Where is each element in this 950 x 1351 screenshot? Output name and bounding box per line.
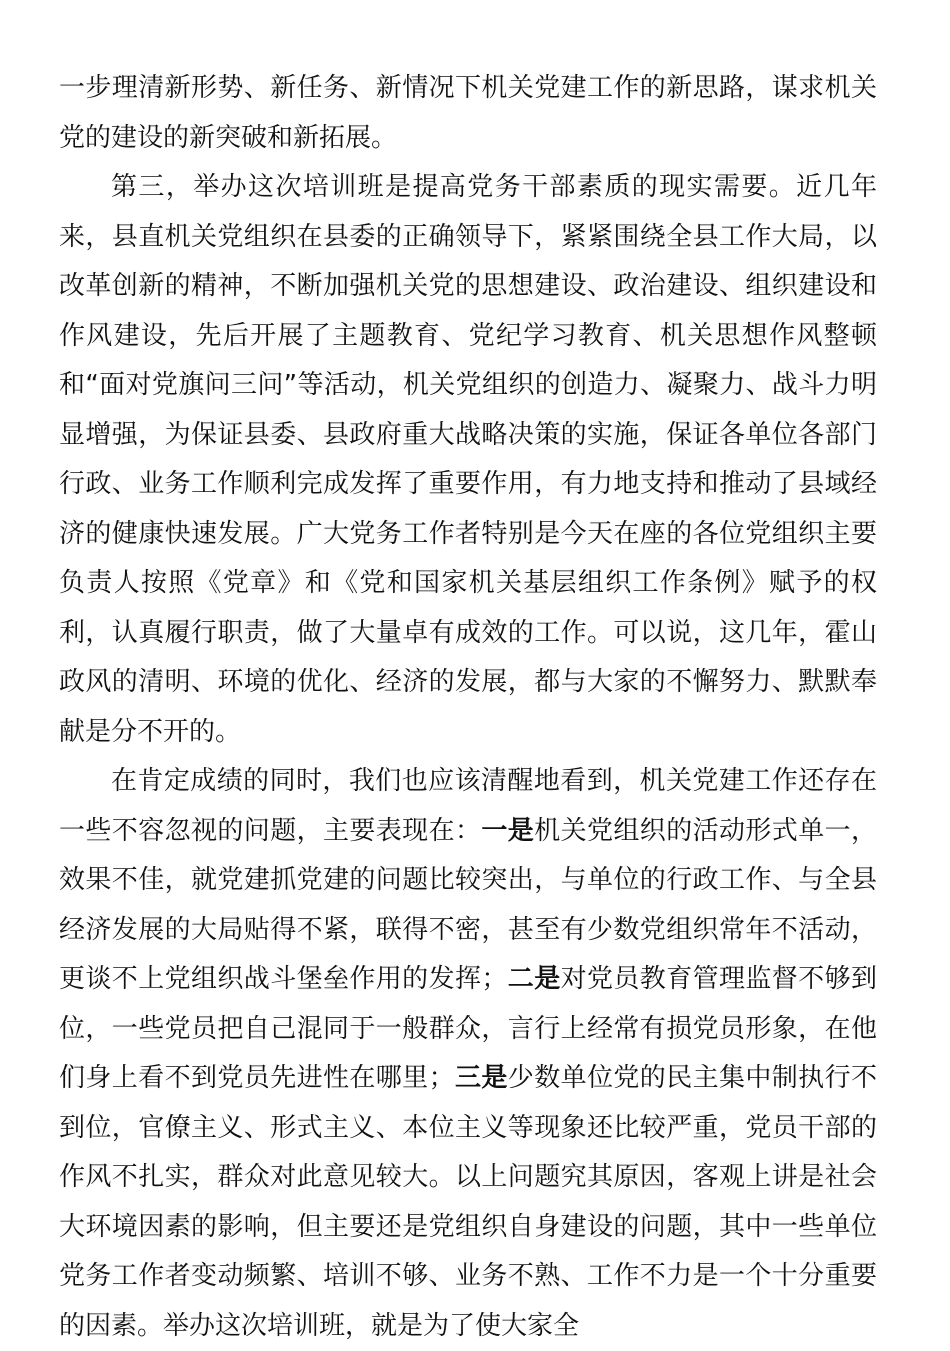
problem-3-label: 三是 [454,1063,508,1093]
paragraph-third-point: 第三，举办这次培训班是提高党务干部素质的现实需要。近几年来，县直机关党组织在县委的正确领导下，紧紧围绕全县工作大局，以改革创新的精神，不断加强机关党的思想建设、政治建设、组织建设和作风建设，先后开展了主题教育、党纪学习教育、机关思想作风整顿和“面对党旗问三问”等活动，机关党组织的创造力、凝聚力、战斗力明显增强，为保证县委、县政府重大战略决策的实施，保证各单位各部门行政、业务工作顺利完成发挥了重要作用，有力地支持和推动了县域经济的健康快速发展。广大党务工作者特别是今天在座的各位党组织主要负责人按照《党章》和《党和国家机关基层组织工作条例》赋予的权利，认真履行职责，做了大量卓有成效的工作。可以说，这几年，霍山政风的清明、环境的优化、经济的发展，都与大家的不懈努力、默默奉献是分不开的。 [59,172,877,747]
document-body [59,64,877,1351]
problem-2-text: 对党员教育管理监督不够到位，一些党员把自己混同于一般群众，言行上经常有损党员形象，在他们身上看不到党员先进性在哪里； [59,964,877,1093]
problems-intro: 在肯定成绩的同时，我们也应该清醒地看到，机关党建工作还存在一些不容忽视的问题，主要表现在： [59,766,877,846]
paragraph-problems [59,757,877,1351]
problem-1-label: 一是 [481,815,535,846]
problem-1-text: 机关党组织的活动形式单一，效果不佳，就党建抓党建的问题比较突出，与单位的行政工作、与全县经济发展的大局贴得不紧，联得不密，甚至有少数党组织常年不活动，更谈不上党组织战斗堡垒作用的发挥； [59,815,877,994]
problem-3-text: 少数单位党的民主集中制执行不到位，官僚主义、形式主义、本位主义等现象还比较严重，党员干部的作风不扎实，群众对此意见较大。以上问题究其原因，客观上讲是社会大环境因素的影响，但主要还是党组织自身建设的问题，其中一些单位党务工作者变动频繁、培训不够、业务不熟、工作不力是一个十分重要的因素。举办这次培训班，就是为了使大家全 [59,1063,877,1341]
paragraph-continuation: 一步理清新形势、新任务、新情况下机关党建工作的新思路，谋求机关党的建设的新突破和新拓展。 [59,73,877,153]
problem-2-label: 二是 [507,964,561,994]
